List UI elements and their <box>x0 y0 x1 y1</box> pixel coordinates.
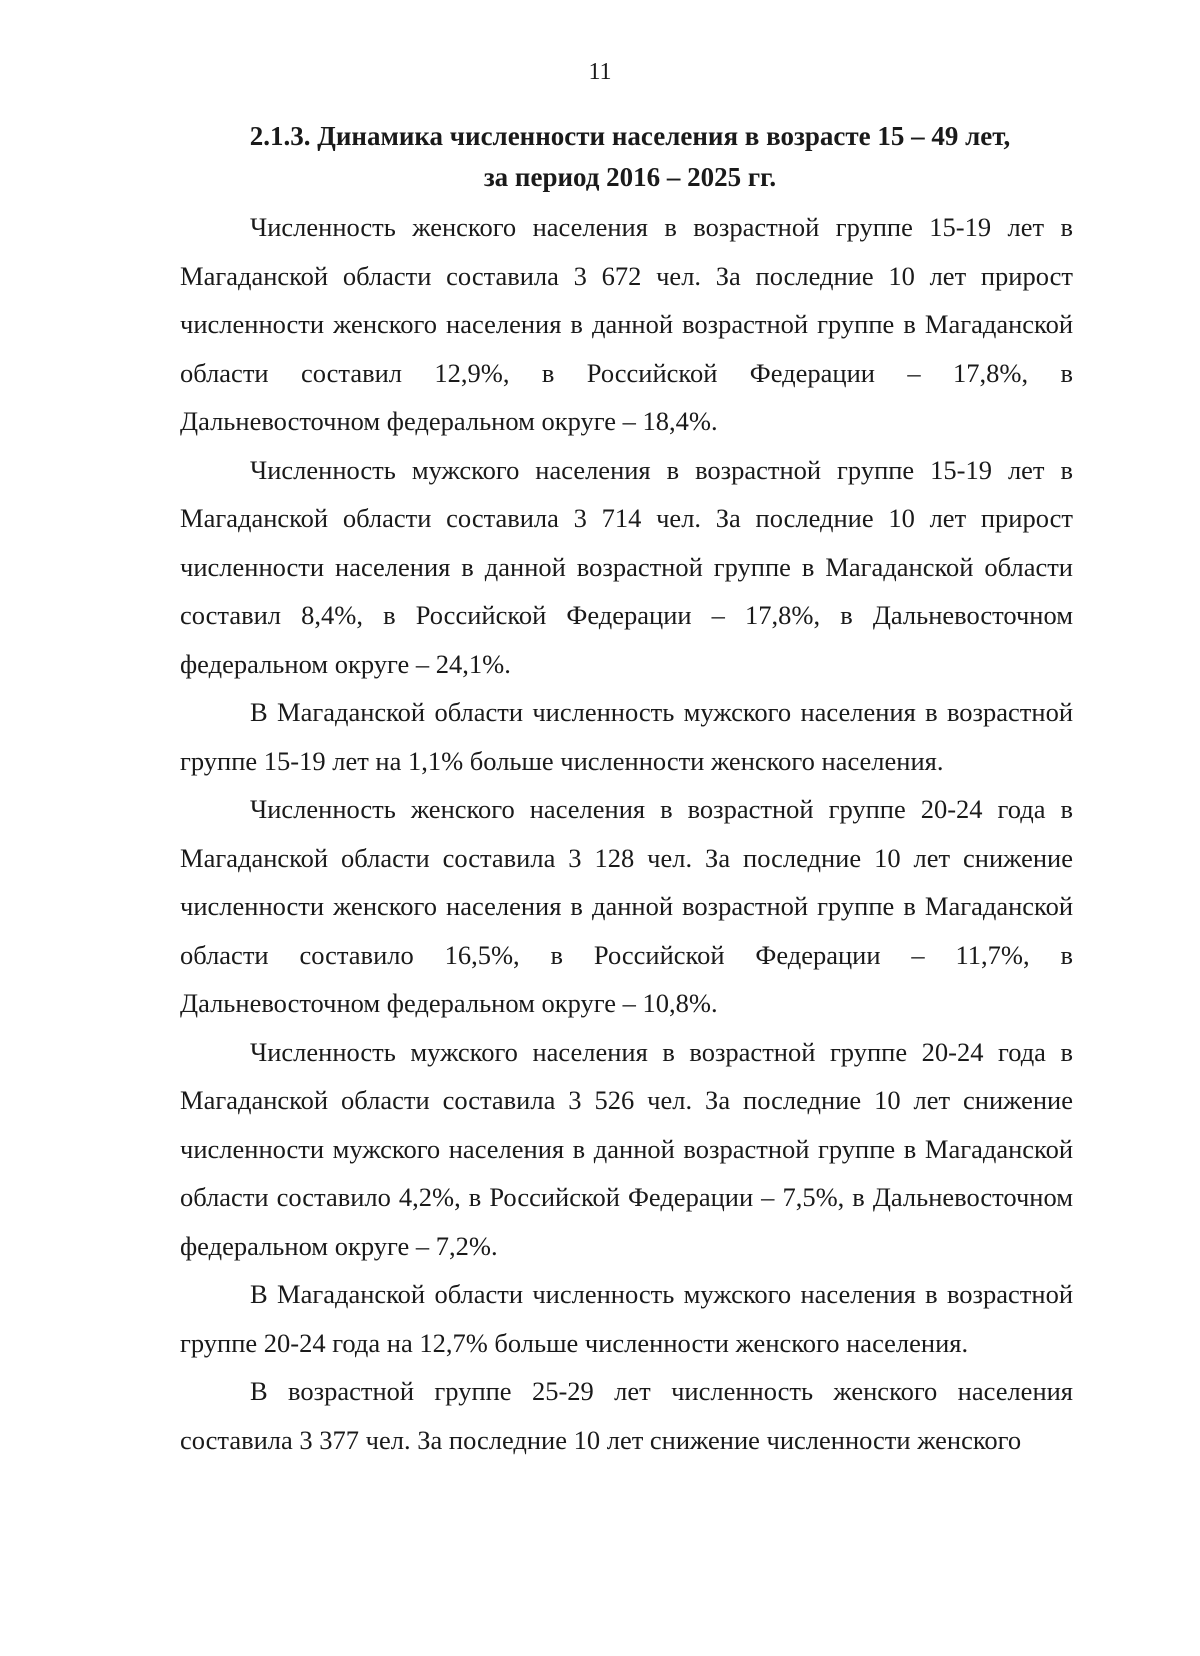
paragraph-female-15-19: Численность женского населения в возрастной группе 15-19 лет в Магаданской области составила 3 672 чел. За последние 10 лет прирост численности женского населения в данной возрастной группе в Магаданской области составил 12,9%, в Российской Федерации – 17,8%, в Дальневосточном федеральном округе – 18,4%. <box>180 212 1073 436</box>
paragraph-comparison-20-24: В Магаданской области численность мужского населения в возрастной группе 20-24 года на 12,7% больше численности женского населения. <box>180 1279 1073 1358</box>
paragraph-female-25-29: В возрастной группе 25-29 лет численность женского населения составила 3 377 чел. За последние 10 лет снижение численности женского <box>180 1376 1073 1455</box>
paragraph-female-20-24: Численность женского населения в возрастной группе 20-24 года в Магаданской области составила 3 128 чел. За последние 10 лет снижение численности женского населения в данной возрастной группе в Магаданской области составило 16,5%, в Российской Федерации – 11,7%, в Дальневосточном федеральном округе – 10,8%. <box>180 794 1073 1018</box>
section-heading-line-1: 2.1.3. Динамика численности населения в возрасте 15 – 49 лет, <box>249 121 1011 151</box>
paragraph-comparison-15-19: В Магаданской области численность мужского населения в возрастной группе 15-19 лет на 1,1% больше численности женского населения. <box>180 697 1073 776</box>
section-heading-line-2: за период 2016 – 2025 гг. <box>483 162 777 192</box>
page-number: 11 <box>588 59 612 85</box>
section-heading <box>180 116 1080 198</box>
paragraph-male-15-19: Численность мужского населения в возрастной группе 15-19 лет в Магаданской области составила 3 714 чел. За последние 10 лет прирост численности населения в данной возрастной группе в Магаданской области составил 8,4%, в Российской Федерации – 17,8%, в Дальневосточном федеральном округе – 24,1%. <box>180 454 1073 679</box>
paragraph-male-20-24: Численность мужского населения в возрастной группе 20-24 года в Магаданской области составила 3 526 чел. За последние 10 лет снижение численности мужского населения в данной возрастной группе в Магаданской области составило 4,2%, в Российской Федерации – 7,5%, в Дальневосточном федеральном округе – 7,2%. <box>180 1036 1073 1261</box>
body-text <box>180 203 1073 1464</box>
